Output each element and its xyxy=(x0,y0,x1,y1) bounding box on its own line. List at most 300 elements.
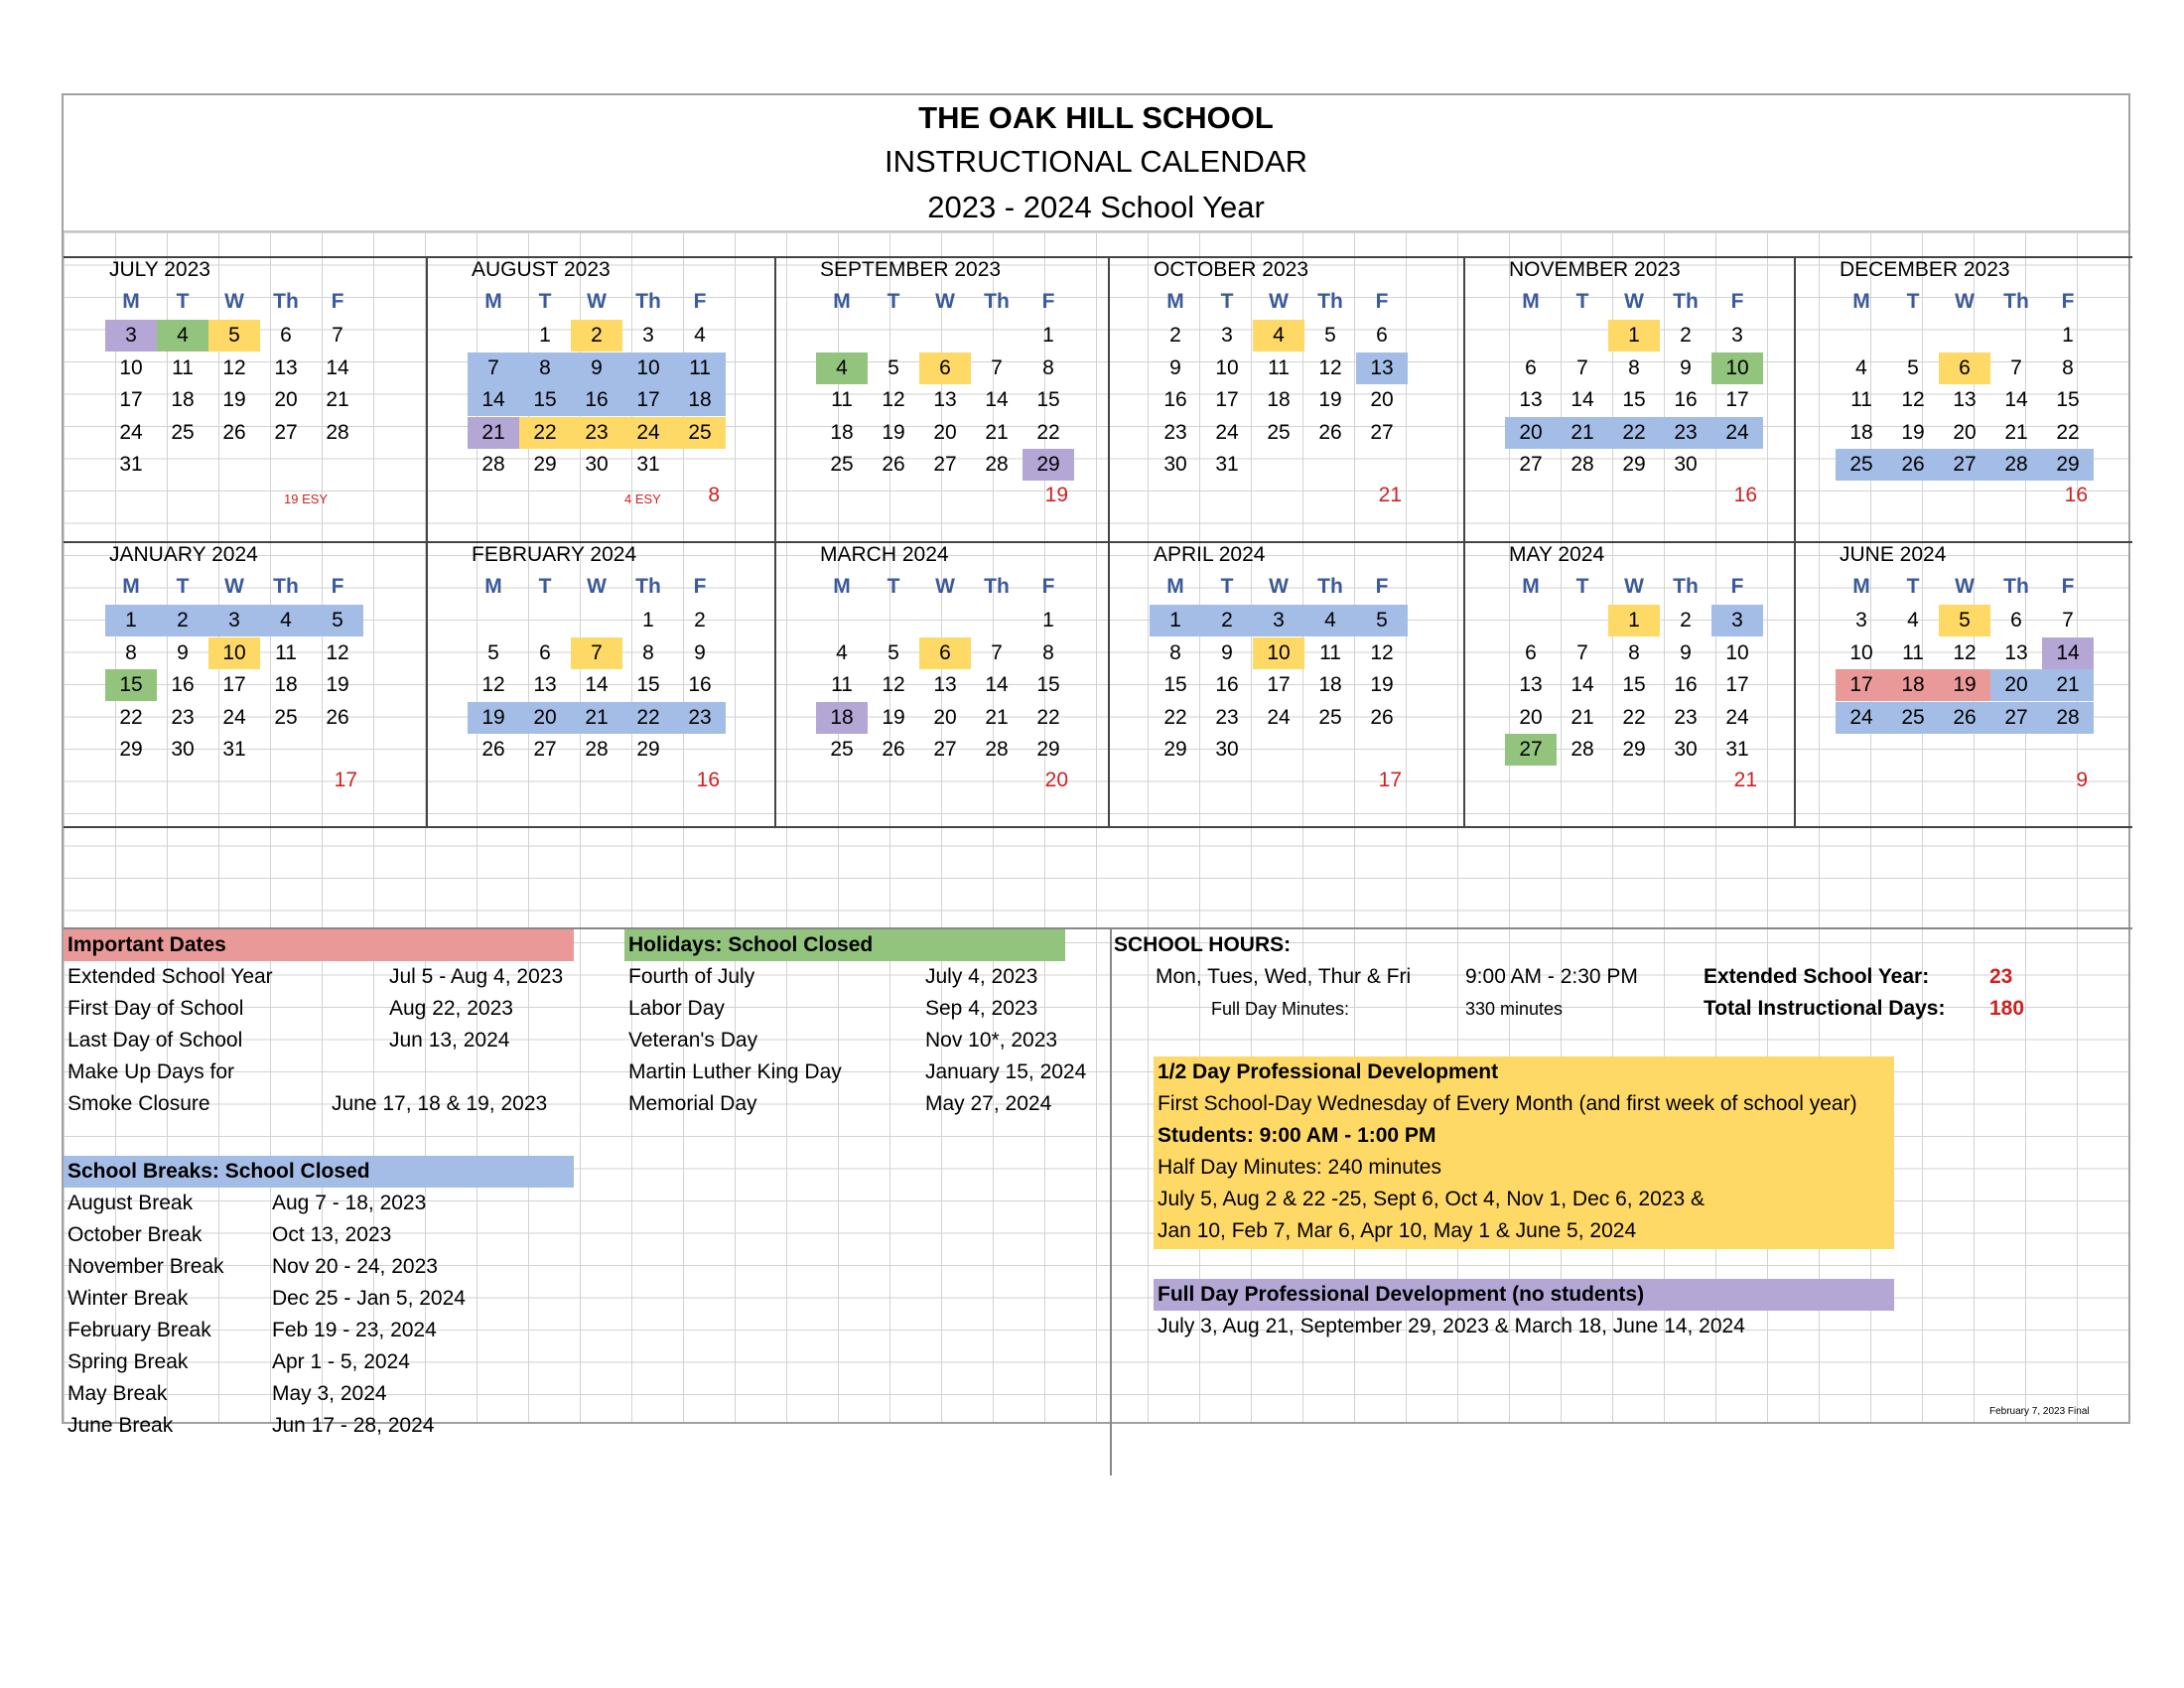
month-name: APRIL 2024 xyxy=(1154,543,1266,566)
half-day-pd-line: Jan 10, Feb 7, Mar 6, Apr 10, May 1 & June 5, 2024 xyxy=(1158,1219,1637,1242)
calendar-day: 13 xyxy=(933,388,957,411)
calendar-day: 15 xyxy=(519,384,571,416)
instructional-day-count: 21 xyxy=(1378,483,1402,506)
month-name: NOVEMBER 2023 xyxy=(1509,258,1681,281)
total-days-value: 180 xyxy=(1989,997,2025,1020)
calendar-day: 28 xyxy=(1990,449,2042,481)
calendar-day: 29 xyxy=(636,738,660,761)
calendar-day: 13 xyxy=(1519,388,1543,411)
calendar-day: 11 xyxy=(1850,388,1872,411)
month-block xyxy=(1463,256,1794,541)
calendar-day: 5 xyxy=(312,605,363,636)
calendar-day: 28 xyxy=(1570,738,1594,761)
calendar-day: 19 xyxy=(1939,669,1990,701)
weekday-header: M xyxy=(122,290,140,313)
calendar-title: INSTRUCTIONAL CALENDAR xyxy=(64,139,2128,185)
calendar-day: 15 xyxy=(1036,388,1060,411)
weekday-header: T xyxy=(1575,290,1589,313)
calendar-day: 12 xyxy=(1901,388,1925,411)
calendar-day: 15 xyxy=(2056,388,2080,411)
calendar-day: 10 xyxy=(1215,355,1239,379)
calendar-day: 4 xyxy=(836,640,848,664)
weekday-header: F xyxy=(1041,575,1055,598)
calendar-day: 18 xyxy=(1267,388,1291,411)
calendar-day: 21 xyxy=(571,702,622,734)
calendar-day: 1 xyxy=(1042,609,1054,632)
calendar-day: 8 xyxy=(1628,640,1640,664)
calendar-day: 9 xyxy=(1680,355,1692,379)
month-divider xyxy=(64,256,2132,258)
weekday-header: F xyxy=(1375,575,1389,598)
calendar-day: 28 xyxy=(985,738,1009,761)
month-divider xyxy=(64,541,2132,543)
calendar-day: 25 xyxy=(1887,702,1939,734)
list-value: Jun 13, 2024 xyxy=(389,1029,510,1052)
calendar-day: 29 xyxy=(1163,738,1187,761)
calendar-day: 16 xyxy=(1163,388,1187,411)
calendar-day: 15 xyxy=(1163,673,1187,696)
calendar-day: 9 xyxy=(694,640,706,664)
weekday-header: Th xyxy=(984,290,1010,313)
calendar-day: 5 xyxy=(1324,324,1336,347)
list-label: Extended School Year xyxy=(68,965,273,988)
calendar-day: 27 xyxy=(933,738,957,761)
calendar-day: 5 xyxy=(1907,355,1919,379)
calendar-day: 27 xyxy=(1519,453,1543,476)
total-days-label: Total Instructional Days: xyxy=(1704,997,1946,1020)
calendar-day: 19 xyxy=(1318,388,1342,411)
list-label: February Break xyxy=(68,1319,211,1341)
month-name: JULY 2023 xyxy=(109,258,210,281)
calendar-day: 6 xyxy=(1525,355,1537,379)
calendar-day: 18 xyxy=(830,420,854,444)
calendar-day: 22 xyxy=(519,417,571,449)
calendar-day: 22 xyxy=(1608,417,1660,449)
calendar-day: 8 xyxy=(2062,355,2074,379)
weekday-header: Th xyxy=(635,290,661,313)
calendar-day: 3 xyxy=(1855,609,1867,632)
calendar-day: 21 xyxy=(1570,705,1594,729)
calendar-day: 18 xyxy=(1887,669,1939,701)
calendar-day: 23 xyxy=(1163,420,1187,444)
calendar-day: 7 xyxy=(468,352,519,384)
calendar-day: 17 xyxy=(119,388,143,411)
calendar-day: 15 xyxy=(636,673,660,696)
calendar-day: 3 xyxy=(1221,324,1233,347)
month-name: MAY 2024 xyxy=(1509,543,1605,566)
weekday-header: Th xyxy=(273,575,299,598)
calendar-day: 17 xyxy=(1725,388,1749,411)
calendar-day: 14 xyxy=(1570,673,1594,696)
calendar-day: 25 xyxy=(1836,449,1887,481)
half-day-pd-hours: Students: 9:00 AM - 1:00 PM xyxy=(1158,1124,1436,1147)
school-name: THE OAK HILL SCHOOL xyxy=(64,95,2128,141)
instructional-day-count: 17 xyxy=(1378,768,1402,791)
calendar-day: 21 xyxy=(326,388,349,411)
calendar-day: 24 xyxy=(222,705,246,729)
calendar-day: 2 xyxy=(1680,324,1692,347)
calendar-day: 6 xyxy=(919,352,971,384)
calendar-day: 31 xyxy=(119,453,143,476)
calendar-day: 29 xyxy=(2042,449,2094,481)
calendar-day: 22 xyxy=(622,702,674,734)
calendar-day: 30 xyxy=(585,453,609,476)
weekday-header: W xyxy=(1624,575,1644,598)
calendar-day: 3 xyxy=(1253,605,1304,636)
calendar-day: 23 xyxy=(171,705,195,729)
instructional-day-count: 16 xyxy=(1733,483,1757,506)
calendar-day: 26 xyxy=(222,420,246,444)
calendar-day: 20 xyxy=(1519,705,1543,729)
instructional-day-count: 21 xyxy=(1733,768,1757,791)
calendar-day: 29 xyxy=(1023,449,1074,481)
calendar-day: 11 xyxy=(831,388,853,411)
calendar-day: 24 xyxy=(1267,705,1291,729)
calendar-day: 31 xyxy=(222,738,246,761)
calendar-day: 5 xyxy=(887,640,899,664)
calendar-day: 26 xyxy=(481,738,505,761)
calendar-day: 16 xyxy=(1674,673,1698,696)
calendar-day: 25 xyxy=(674,417,726,449)
calendar-day: 27 xyxy=(533,738,557,761)
half-day-pd-line: First School-Day Wednesday of Every Month (and first week of school year) xyxy=(1158,1092,1857,1115)
calendar-day: 8 xyxy=(1628,355,1640,379)
list-label: Spring Break xyxy=(68,1350,189,1373)
weekday-header: M xyxy=(833,290,851,313)
calendar-day: 21 xyxy=(985,705,1009,729)
month-block xyxy=(64,256,426,541)
list-value: Sep 4, 2023 xyxy=(925,997,1038,1020)
weekday-header: M xyxy=(1852,290,1870,313)
calendar-day: 23 xyxy=(674,702,726,734)
info-section xyxy=(64,929,2128,1437)
instructional-day-count: 9 xyxy=(2076,768,2088,791)
weekday-header: F xyxy=(2061,575,2075,598)
calendar-day: 11 xyxy=(674,352,726,384)
instructional-day-count: 16 xyxy=(2064,483,2088,506)
calendar-day: 28 xyxy=(481,453,505,476)
calendar-day: 10 xyxy=(622,352,674,384)
calendar-day: 25 xyxy=(1267,420,1291,444)
calendar-day: 6 xyxy=(1376,324,1388,347)
list-value: Dec 25 - Jan 5, 2024 xyxy=(272,1287,466,1310)
calendar-day: 1 xyxy=(642,609,654,632)
calendar-day: 3 xyxy=(1711,605,1763,636)
weekday-header: T xyxy=(1906,575,1920,598)
calendar-day: 4 xyxy=(1855,355,1867,379)
month-block xyxy=(774,541,1108,826)
list-value: January 15, 2024 xyxy=(925,1060,1087,1083)
calendar-day: 28 xyxy=(1570,453,1594,476)
weekday-header: T xyxy=(176,290,190,313)
calendar-day: 8 xyxy=(1042,355,1054,379)
calendar-day: 30 xyxy=(1674,738,1698,761)
calendar-day: 17 xyxy=(1836,669,1887,701)
weekday-header: M xyxy=(484,575,502,598)
month-block xyxy=(774,256,1108,541)
calendar-day: 13 xyxy=(533,673,557,696)
calendar-day: 5 xyxy=(487,640,499,664)
weekday-header: Th xyxy=(635,575,661,598)
calendar-day: 10 xyxy=(1253,637,1304,669)
calendar-day: 8 xyxy=(1169,640,1181,664)
weekday-header: Th xyxy=(273,290,299,313)
weekday-header: T xyxy=(887,575,900,598)
calendar-day: 26 xyxy=(882,453,905,476)
calendar-day: 1 xyxy=(2062,324,2074,347)
calendar-day: 11 xyxy=(172,355,194,379)
calendar-day: 15 xyxy=(1622,673,1646,696)
calendar-day: 24 xyxy=(1711,417,1763,449)
calendar-day: 27 xyxy=(1370,420,1394,444)
calendar-day: 14 xyxy=(2042,637,2094,669)
weekday-header: W xyxy=(935,290,955,313)
calendar-day: 22 xyxy=(1622,705,1646,729)
instructional-day-count: 17 xyxy=(334,768,357,791)
calendar-day: 23 xyxy=(1660,417,1711,449)
weekday-header: T xyxy=(538,290,552,313)
calendar-day: 19 xyxy=(222,388,246,411)
calendar-day: 26 xyxy=(882,738,905,761)
weekday-header: Th xyxy=(1673,575,1699,598)
calendar-day: 9 xyxy=(1169,355,1181,379)
weekday-header: T xyxy=(1575,575,1589,598)
calendar-day: 19 xyxy=(1370,673,1394,696)
calendar-day: 20 xyxy=(274,388,298,411)
month-name: JANUARY 2024 xyxy=(109,543,258,566)
list-label: Winter Break xyxy=(68,1287,189,1310)
calendar-day: 25 xyxy=(274,705,298,729)
weekday-header: Th xyxy=(1673,290,1699,313)
weekday-header: W xyxy=(587,575,607,598)
list-label: Smoke Closure xyxy=(68,1092,210,1115)
calendar-day: 1 xyxy=(105,605,157,636)
calendar-day: 10 xyxy=(119,355,143,379)
full-day-minutes-label: Full Day Minutes: xyxy=(1211,999,1350,1019)
calendar-day: 19 xyxy=(326,673,349,696)
month-block xyxy=(1108,541,1463,826)
calendar-day: 7 xyxy=(1576,355,1588,379)
calendar-day: 22 xyxy=(1163,705,1187,729)
calendar-day: 12 xyxy=(481,673,505,696)
list-label: Martin Luther King Day xyxy=(628,1060,842,1083)
calendar-day: 17 xyxy=(1725,673,1749,696)
weekday-header: M xyxy=(833,575,851,598)
calendar-day: 26 xyxy=(1939,702,1990,734)
calendar-day: 10 xyxy=(1725,640,1749,664)
calendar-day: 26 xyxy=(1318,420,1342,444)
month-block xyxy=(1794,256,2132,541)
calendar-day: 30 xyxy=(171,738,195,761)
list-label: Last Day of School xyxy=(68,1029,243,1052)
calendar-day: 20 xyxy=(1505,417,1557,449)
calendar-day: 25 xyxy=(171,420,195,444)
calendar-day: 25 xyxy=(830,738,854,761)
month-name: JUNE 2024 xyxy=(1840,543,1947,566)
calendar-day: 9 xyxy=(1221,640,1233,664)
weekday-header: Th xyxy=(1317,575,1343,598)
school-time: 9:00 AM - 2:30 PM xyxy=(1465,965,1638,988)
weekday-header: F xyxy=(1375,290,1389,313)
calendar-day: 16 xyxy=(688,673,712,696)
calendar-day: 4 xyxy=(1253,320,1304,352)
calendar-day: 28 xyxy=(585,738,609,761)
list-label: Fourth of July xyxy=(628,965,755,988)
calendar-day: 25 xyxy=(1318,705,1342,729)
weekday-header: F xyxy=(693,290,707,313)
calendar-day: 21 xyxy=(1557,417,1608,449)
calendar-day: 13 xyxy=(1356,352,1408,384)
calendar-day: 24 xyxy=(622,417,674,449)
calendar-day: 18 xyxy=(274,673,298,696)
calendar-day: 17 xyxy=(222,673,246,696)
calendar-day: 3 xyxy=(642,324,654,347)
weekday-header: F xyxy=(693,575,707,598)
school-days: Mon, Tues, Wed, Thur & Fri xyxy=(1156,965,1412,988)
instructional-day-count: 16 xyxy=(696,768,720,791)
calendar-day: 6 xyxy=(919,637,971,669)
calendar-day: 26 xyxy=(326,705,349,729)
calendar-day: 12 xyxy=(882,673,905,696)
list-label: Labor Day xyxy=(628,997,725,1020)
calendar-day: 22 xyxy=(119,705,143,729)
weekday-header: M xyxy=(1166,290,1184,313)
section-divider xyxy=(1110,929,1112,1476)
list-value: Apr 1 - 5, 2024 xyxy=(272,1350,410,1373)
esy-day-count: 19 ESY xyxy=(284,491,329,506)
calendar-day: 18 xyxy=(1849,420,1873,444)
list-label: Memorial Day xyxy=(628,1092,757,1115)
calendar-day: 15 xyxy=(1036,673,1060,696)
list-label: Veteran's Day xyxy=(628,1029,758,1052)
calendar-day: 11 xyxy=(1268,355,1290,379)
calendar-day: 19 xyxy=(882,420,905,444)
weekday-header: Th xyxy=(2003,290,2029,313)
calendar-day: 19 xyxy=(468,702,519,734)
calendar-day: 27 xyxy=(1990,702,2042,734)
calendar-day: 26 xyxy=(1887,449,1939,481)
calendar-day: 17 xyxy=(1215,388,1239,411)
calendar-day: 8 xyxy=(1042,640,1054,664)
calendar-day: 16 xyxy=(1215,673,1239,696)
holidays-header: Holidays: School Closed xyxy=(624,929,1065,961)
calendar-day: 4 xyxy=(1907,609,1919,632)
calendar-day: 17 xyxy=(622,384,674,416)
weekday-header: F xyxy=(331,290,344,313)
list-label: June Break xyxy=(68,1414,174,1437)
month-block xyxy=(64,541,426,826)
calendar-day: 8 xyxy=(642,640,654,664)
calendar-day: 5 xyxy=(887,355,899,379)
school-breaks-header: School Breaks: School Closed xyxy=(64,1156,574,1188)
calendar-day: 15 xyxy=(1622,388,1646,411)
calendar-day: 5 xyxy=(208,320,260,352)
school-year: 2023 - 2024 School Year xyxy=(64,183,2128,232)
calendar-day: 19 xyxy=(1901,420,1925,444)
calendar-day: 21 xyxy=(985,420,1009,444)
weekday-header: F xyxy=(1041,290,1055,313)
important-dates-header: Important Dates xyxy=(64,929,574,961)
calendar-day: 4 xyxy=(1304,605,1356,636)
months-grid xyxy=(64,256,2128,923)
calendar-day: 18 xyxy=(171,388,195,411)
instructional-day-count: 20 xyxy=(1044,768,1068,791)
calendar-day: 1 xyxy=(1042,324,1054,347)
calendar-day: 6 xyxy=(280,324,292,347)
calendar-day: 29 xyxy=(119,738,143,761)
calendar-day: 2 xyxy=(1201,605,1253,636)
calendar-day: 4 xyxy=(694,324,706,347)
list-label: October Break xyxy=(68,1223,203,1246)
calendar-day: 29 xyxy=(533,453,557,476)
list-value: May 3, 2024 xyxy=(272,1382,387,1405)
month-block xyxy=(1108,256,1463,541)
calendar-day: 3 xyxy=(208,605,260,636)
half-day-pd-line: July 5, Aug 2 & 22 -25, Sept 6, Oct 4, Nov 1, Dec 6, 2023 & xyxy=(1158,1188,1705,1210)
calendar-day: 7 xyxy=(571,637,622,669)
calendar-day: 22 xyxy=(1036,420,1060,444)
weekday-header: W xyxy=(224,575,244,598)
calendar-day: 2 xyxy=(1680,609,1692,632)
list-value: Aug 7 - 18, 2023 xyxy=(272,1192,427,1214)
calendar-day: 6 xyxy=(2010,609,2022,632)
calendar-day: 16 xyxy=(171,673,195,696)
full-day-pd-header: Full Day Professional Development (no students) xyxy=(1154,1279,1894,1311)
weekday-header: M xyxy=(122,575,140,598)
calendar-day: 31 xyxy=(1725,738,1749,761)
calendar-day: 20 xyxy=(519,702,571,734)
weekday-header: T xyxy=(887,290,900,313)
calendar-day: 14 xyxy=(1570,388,1594,411)
month-block xyxy=(1463,541,1794,826)
calendar-day: 14 xyxy=(585,673,609,696)
calendar-day: 23 xyxy=(1674,705,1698,729)
weekday-header: T xyxy=(538,575,552,598)
calendar-day: 2 xyxy=(694,609,706,632)
calendar-day: 28 xyxy=(985,453,1009,476)
calendar-day: 13 xyxy=(1519,673,1543,696)
weekday-header: W xyxy=(935,575,955,598)
calendar-day: 24 xyxy=(119,420,143,444)
calendar-day: 17 xyxy=(1267,673,1291,696)
calendar-day: 20 xyxy=(933,705,957,729)
calendar-day: 25 xyxy=(830,453,854,476)
esy-label: Extended School Year: xyxy=(1704,965,1930,988)
instructional-day-count: 19 xyxy=(1044,483,1068,506)
calendar-day: 14 xyxy=(326,355,349,379)
weekday-header: W xyxy=(1955,575,1975,598)
weekday-header: F xyxy=(2061,290,2075,313)
calendar-day: 28 xyxy=(326,420,349,444)
calendar-day: 7 xyxy=(1576,640,1588,664)
list-label: First Day of School xyxy=(68,997,244,1020)
calendar-day: 7 xyxy=(991,640,1003,664)
weekday-header: T xyxy=(176,575,190,598)
calendar-day: 6 xyxy=(1525,640,1537,664)
revision-note: February 7, 2023 Final xyxy=(1989,1406,2090,1417)
calendar-day: 11 xyxy=(1319,640,1341,664)
calendar-day: 5 xyxy=(1939,605,1990,636)
list-value: Aug 22, 2023 xyxy=(389,997,513,1020)
calendar-sheet xyxy=(62,93,2130,1437)
month-name: SEPTEMBER 2023 xyxy=(820,258,1002,281)
calendar-day: 11 xyxy=(1902,640,1924,664)
calendar-day: 13 xyxy=(933,673,957,696)
weekday-header: T xyxy=(1906,290,1920,313)
weekday-header: W xyxy=(224,290,244,313)
weekday-header: W xyxy=(1269,290,1289,313)
calendar-day: 9 xyxy=(571,352,622,384)
